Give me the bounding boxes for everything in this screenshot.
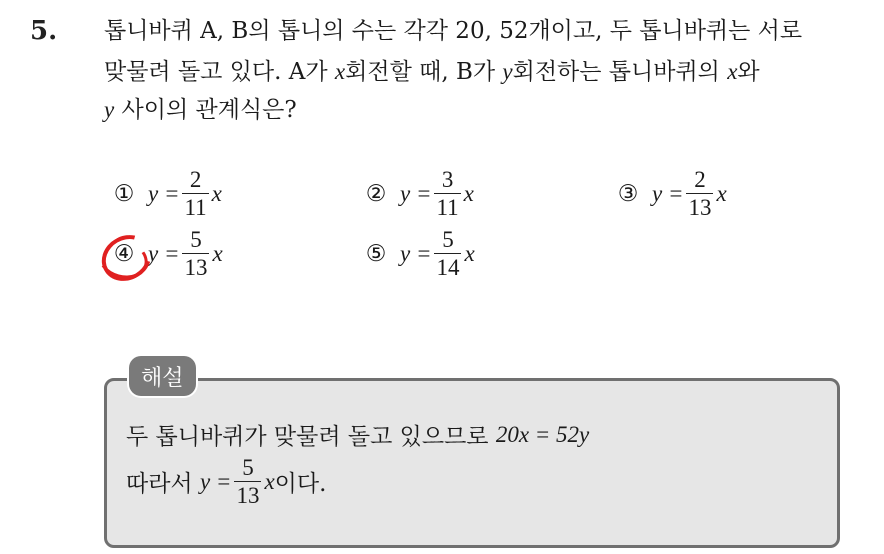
numerator: 5 [442, 227, 454, 252]
question-line-2 [104, 60, 760, 84]
question-text: 사이의 관계식은? [114, 97, 297, 123]
question-text: 와 [737, 59, 760, 85]
choice-marker: ① [113, 180, 135, 207]
variable-x: x [727, 59, 738, 84]
variable-x: x [334, 59, 346, 84]
solution-text: 따라서 [126, 471, 193, 497]
question-number: 5. [30, 16, 58, 46]
denominator: 13 [184, 255, 208, 280]
choice-variable: x [463, 180, 474, 206]
variable-y: y [104, 97, 115, 122]
solution-line-1 [126, 418, 589, 451]
numerator: 3 [441, 167, 454, 192]
question-text: 회전하는 톱니바퀴의 [512, 59, 728, 85]
choice-variable: x [464, 240, 475, 266]
choice-2[interactable] [362, 168, 474, 219]
numerator: 5 [242, 455, 254, 480]
choice-marker: ③ [617, 180, 639, 207]
choice-marker: ④ [113, 240, 135, 267]
variable-y: y [502, 59, 513, 84]
fraction [434, 228, 461, 279]
solution-lhs: y = [199, 468, 232, 494]
choice-variable: x [211, 180, 222, 206]
solution-text: 이다. [274, 471, 327, 497]
question-line-1: 톱니바퀴 A, B의 톱니의 수는 각각 20, 52개이고, 두 톱니바퀴는 서로 [104, 18, 803, 44]
denominator: 13 [688, 195, 712, 220]
choice-lhs: y = [400, 240, 432, 266]
choice-3[interactable] [614, 168, 727, 219]
solution-variable: x [264, 468, 275, 494]
choice-lhs: y = [148, 180, 180, 206]
fraction [182, 168, 208, 219]
denominator: 14 [436, 255, 460, 280]
fraction [182, 228, 209, 279]
choice-5[interactable] [362, 228, 475, 279]
choice-lhs: y = [400, 180, 432, 206]
solution-line-2 [126, 456, 326, 507]
numerator: 2 [189, 167, 202, 192]
choice-marker: ⑤ [365, 240, 387, 267]
numerator: 2 [694, 167, 706, 192]
choice-lhs: y = [148, 240, 180, 266]
choice-variable: x [716, 180, 727, 206]
solution-tag: 해설 [129, 356, 196, 396]
solution-equation: 20x = 52y [495, 421, 590, 447]
question-text: 맞물려 돌고 있다. A가 [104, 59, 335, 85]
fraction [686, 168, 713, 219]
question-text: 회전할 때, B가 [345, 59, 503, 85]
question-line-3 [104, 98, 297, 122]
fraction [434, 168, 460, 219]
choice-1[interactable] [110, 168, 222, 219]
solution-text: 두 톱니바퀴가 맞물려 돌고 있으므로 [126, 424, 489, 450]
denominator: 11 [436, 195, 459, 220]
denominator: 13 [236, 483, 260, 508]
denominator: 11 [184, 195, 207, 220]
choice-variable: x [212, 240, 223, 266]
numerator: 5 [190, 227, 202, 252]
fraction [234, 456, 261, 507]
choice-marker: ② [365, 180, 387, 207]
choice-lhs: y = [652, 180, 684, 206]
